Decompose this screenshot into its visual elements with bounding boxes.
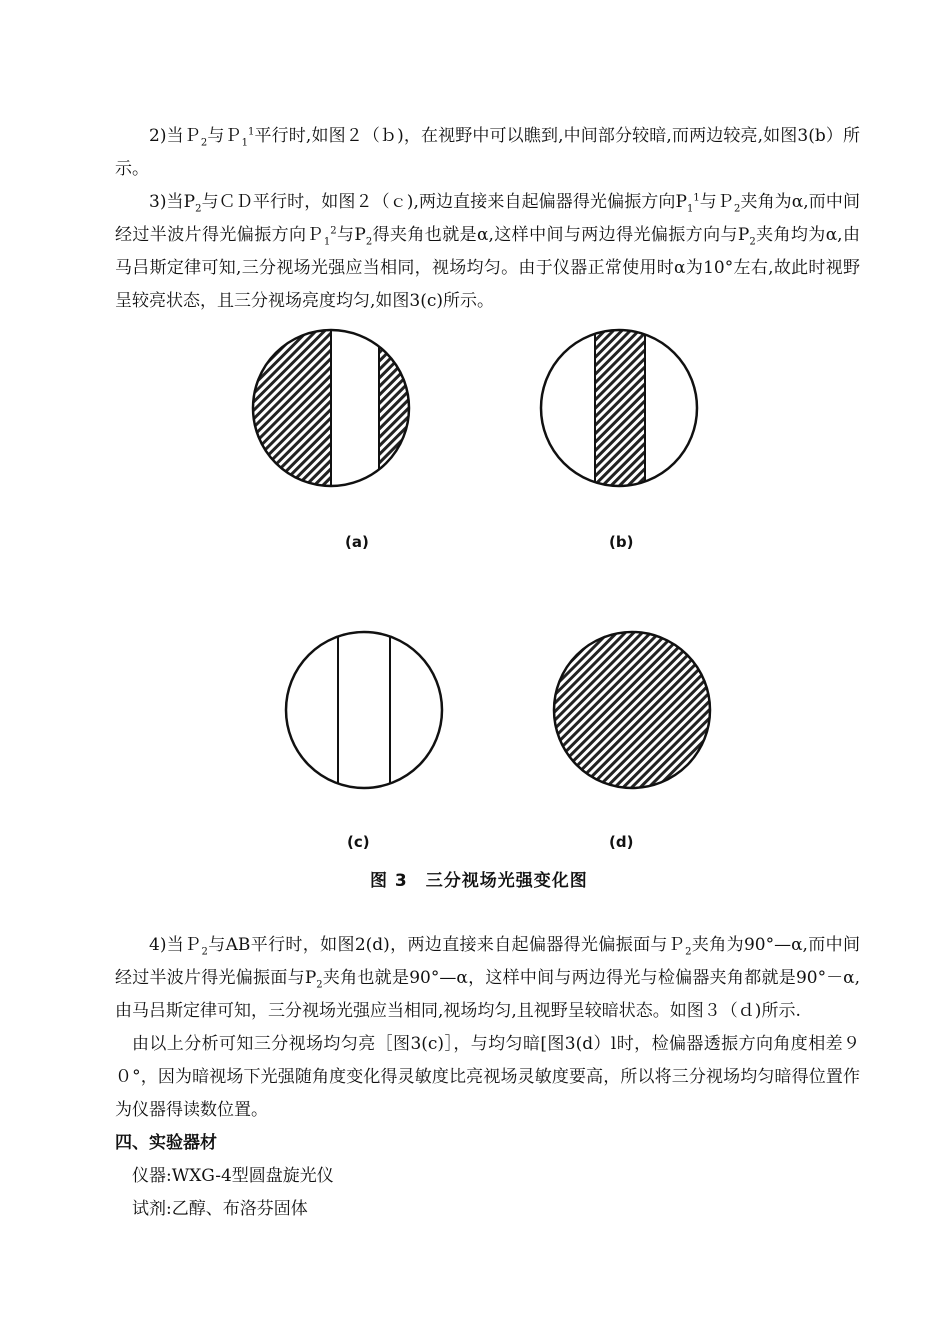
paragraph-5: 由以上分析可知三分视场均匀亮［图3(c)］，与均匀暗[图3(d）l时，检偏器透振方向角度相差９０°，因为暗视场下光强随角度变化得灵敏度比亮视场灵敏度要高，所以将三分视场均匀暗得位置作为仪器得读数位置。 xyxy=(115,1034,860,1120)
reagent-line: 试剂:乙醇、布洛芬固体 xyxy=(132,1199,308,1219)
paragraph-3: 3)当$P_2$与ＣＤ平行时，如图２（ｃ),两边直接来自起偏器得光偏振方向$P_1^1$与Ｐ$_2$夹角为α,而中间经过半波片得光偏振方向Ｐ$_1^2$与$P_2$得夹角也就是α,这样中间与两边得光偏振方向与$P_2$夹角均为α,由马吕斯定律可知,三分视场光强应当相同，视场均匀。由于仪器正常使用时α为10°左右,故此时视野呈较亮状态，且三分视场亮度均匀,如图3(c)所示。 xyxy=(115,192,860,311)
circle-b xyxy=(541,325,697,495)
label-a: (a) xyxy=(345,533,369,551)
circle-d xyxy=(554,632,710,788)
circle-c xyxy=(286,632,442,788)
paragraph-2: 2)当Ｐ$_2$与Ｐ$_1^1$平行时,如图２（ｂ)，在视野中可以瞧到,中间部分较暗,而两边较亮,如图3(b）所示。 xyxy=(115,126,861,179)
figure-caption: 图 3 三分视场光强变化图 xyxy=(370,871,588,891)
circle-a xyxy=(250,325,469,495)
bottom-text-block xyxy=(115,929,860,1226)
label-c: (c) xyxy=(347,833,370,851)
label-b: (b) xyxy=(609,533,634,551)
paragraph-4: 4)当Ｐ$_2$与AB平行时，如图2(d)，两边直接来自起偏器得光偏振面与Ｐ$_2$夹角为90°—α,而中间经过半波片得光偏振面与$P_2$夹角也就是90°—α，这样中间与两边得光与检偏器夹角都就是90°－α,由马吕斯定律可知，三分视场光强应当相同,视场均匀,且视野呈较暗状态。如图３（ｄ)所示. xyxy=(115,935,861,1021)
section-heading: 四、实验器材 xyxy=(115,1133,217,1153)
instrument-line: 仪器:WXG-4型圆盘旋光仪 xyxy=(132,1166,334,1186)
label-d: (d) xyxy=(609,833,634,851)
